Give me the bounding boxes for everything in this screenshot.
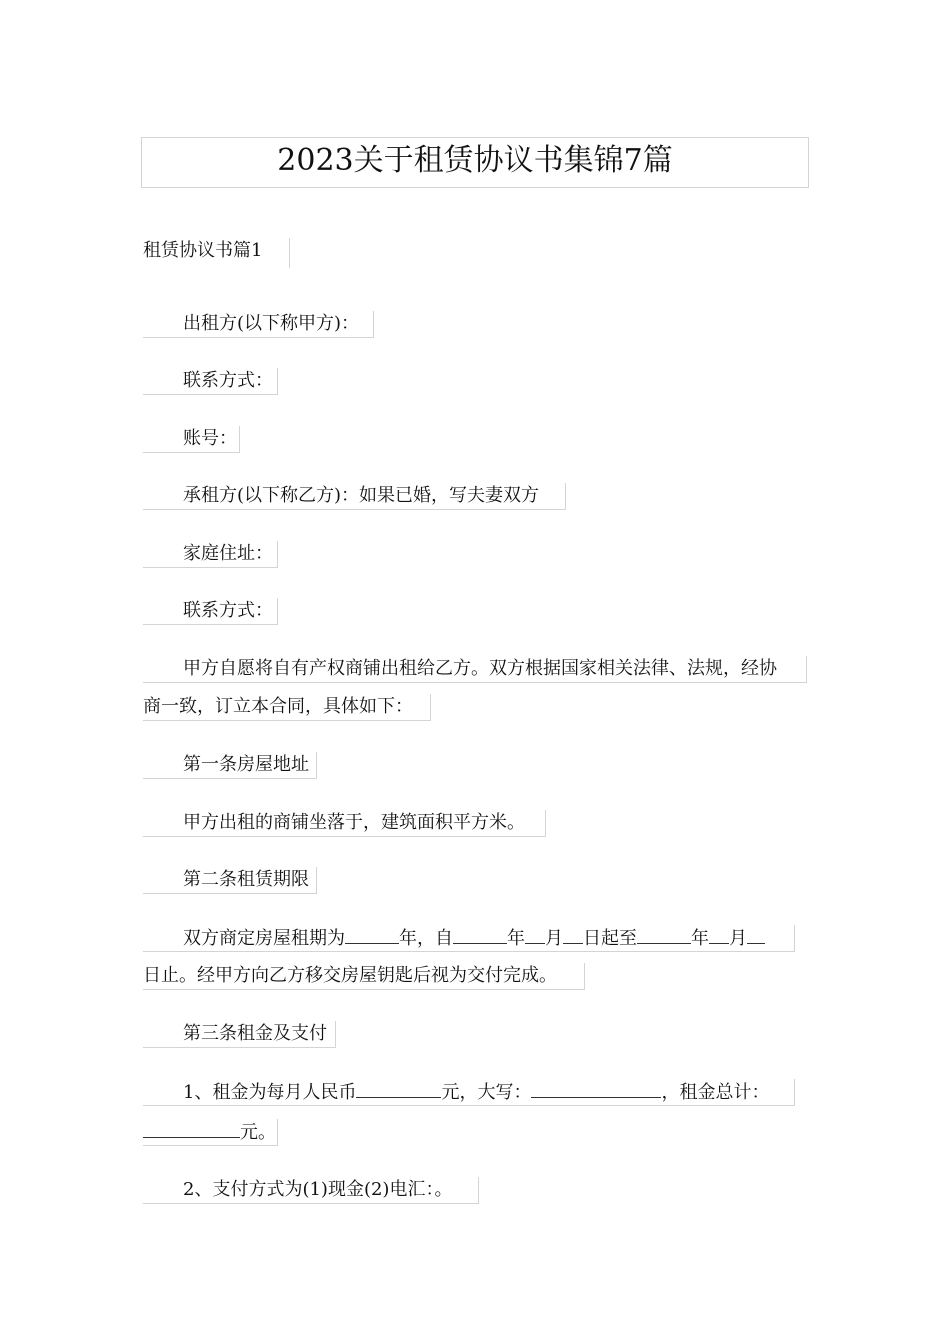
article2-title-line	[143, 867, 317, 894]
article3-title-line	[143, 1021, 336, 1048]
payment-line	[143, 1177, 479, 1204]
article1-title: 第一条房屋地址	[183, 754, 309, 775]
article2-line-2	[143, 963, 585, 990]
article2-text-2: 年，自	[399, 928, 453, 949]
section-heading-text: 租赁协议书篇1	[143, 240, 263, 261]
rent-text-4: 元。	[240, 1122, 276, 1143]
monthly-rent-blank[interactable]	[356, 1079, 441, 1098]
payment-text: 2、支付方式为(1)现金(2)电汇：。	[183, 1179, 453, 1200]
start-year-blank[interactable]	[453, 925, 507, 944]
account-line	[143, 426, 240, 453]
section-heading	[143, 238, 290, 268]
article2-text-6: 年	[691, 928, 709, 949]
home-address-line	[143, 541, 278, 568]
start-day-blank[interactable]	[563, 925, 583, 944]
article2-line-1	[143, 925, 795, 952]
rent-line-2	[143, 1119, 278, 1146]
lessee-line	[143, 483, 566, 510]
rent-text-2: 元，大写：	[441, 1082, 532, 1103]
article2-title: 第二条租赁期限	[183, 869, 309, 890]
lessor-contact-label: 联系方式：	[183, 370, 273, 391]
lessee-contact-label: 联系方式：	[183, 600, 273, 621]
document-title: 2023关于租赁协议书集锦7篇	[141, 137, 809, 188]
intro-line-1	[143, 656, 807, 683]
article1-body-line	[143, 810, 546, 837]
lessor-line	[143, 311, 374, 338]
article2-text-8: 日止。经甲方向乙方移交房屋钥匙后视为交付完成。	[143, 965, 557, 986]
article2-text-5: 日起至	[583, 928, 637, 949]
home-address-label: 家庭住址：	[183, 543, 273, 564]
article2-text-1: 双方商定房屋租期为	[183, 928, 345, 949]
article2-text-3: 年	[507, 928, 525, 949]
rent-text-1: 1、租金为每月人民币	[183, 1082, 357, 1103]
article2-text-7: 月	[729, 928, 747, 949]
rent-line-1	[143, 1079, 795, 1106]
intro-text-2: 商一致，订立本合同，具体如下：	[143, 696, 413, 717]
start-month-blank[interactable]	[525, 925, 545, 944]
article3-title: 第三条租金及支付	[183, 1023, 327, 1044]
lessor-label: 出租方(以下称甲方)：	[183, 313, 360, 334]
end-month-blank[interactable]	[709, 925, 729, 944]
end-day-blank[interactable]	[747, 925, 765, 944]
rent-text-3: ，租金总计：	[661, 1082, 770, 1103]
intro-text-1: 甲方自愿将自有产权商铺出租给乙方。双方根据国家相关法律、法规，经协	[183, 658, 777, 679]
article2-text-4: 月	[545, 928, 563, 949]
total-rent-blank[interactable]	[143, 1119, 240, 1138]
article1-body: 甲方出租的商铺坐落于，建筑面积平方米。	[183, 812, 525, 833]
account-label: 账号：	[183, 428, 237, 449]
intro-line-2	[143, 694, 431, 721]
term-years-blank[interactable]	[345, 925, 399, 944]
end-year-blank[interactable]	[637, 925, 691, 944]
rent-uppercase-blank[interactable]	[531, 1079, 661, 1098]
article1-title-line	[143, 752, 317, 779]
lessee-label: 承租方(以下称乙方)：如果已婚，写夫妻双方	[183, 485, 540, 506]
lessor-contact-line	[143, 368, 278, 395]
lessee-contact-line	[143, 598, 278, 625]
